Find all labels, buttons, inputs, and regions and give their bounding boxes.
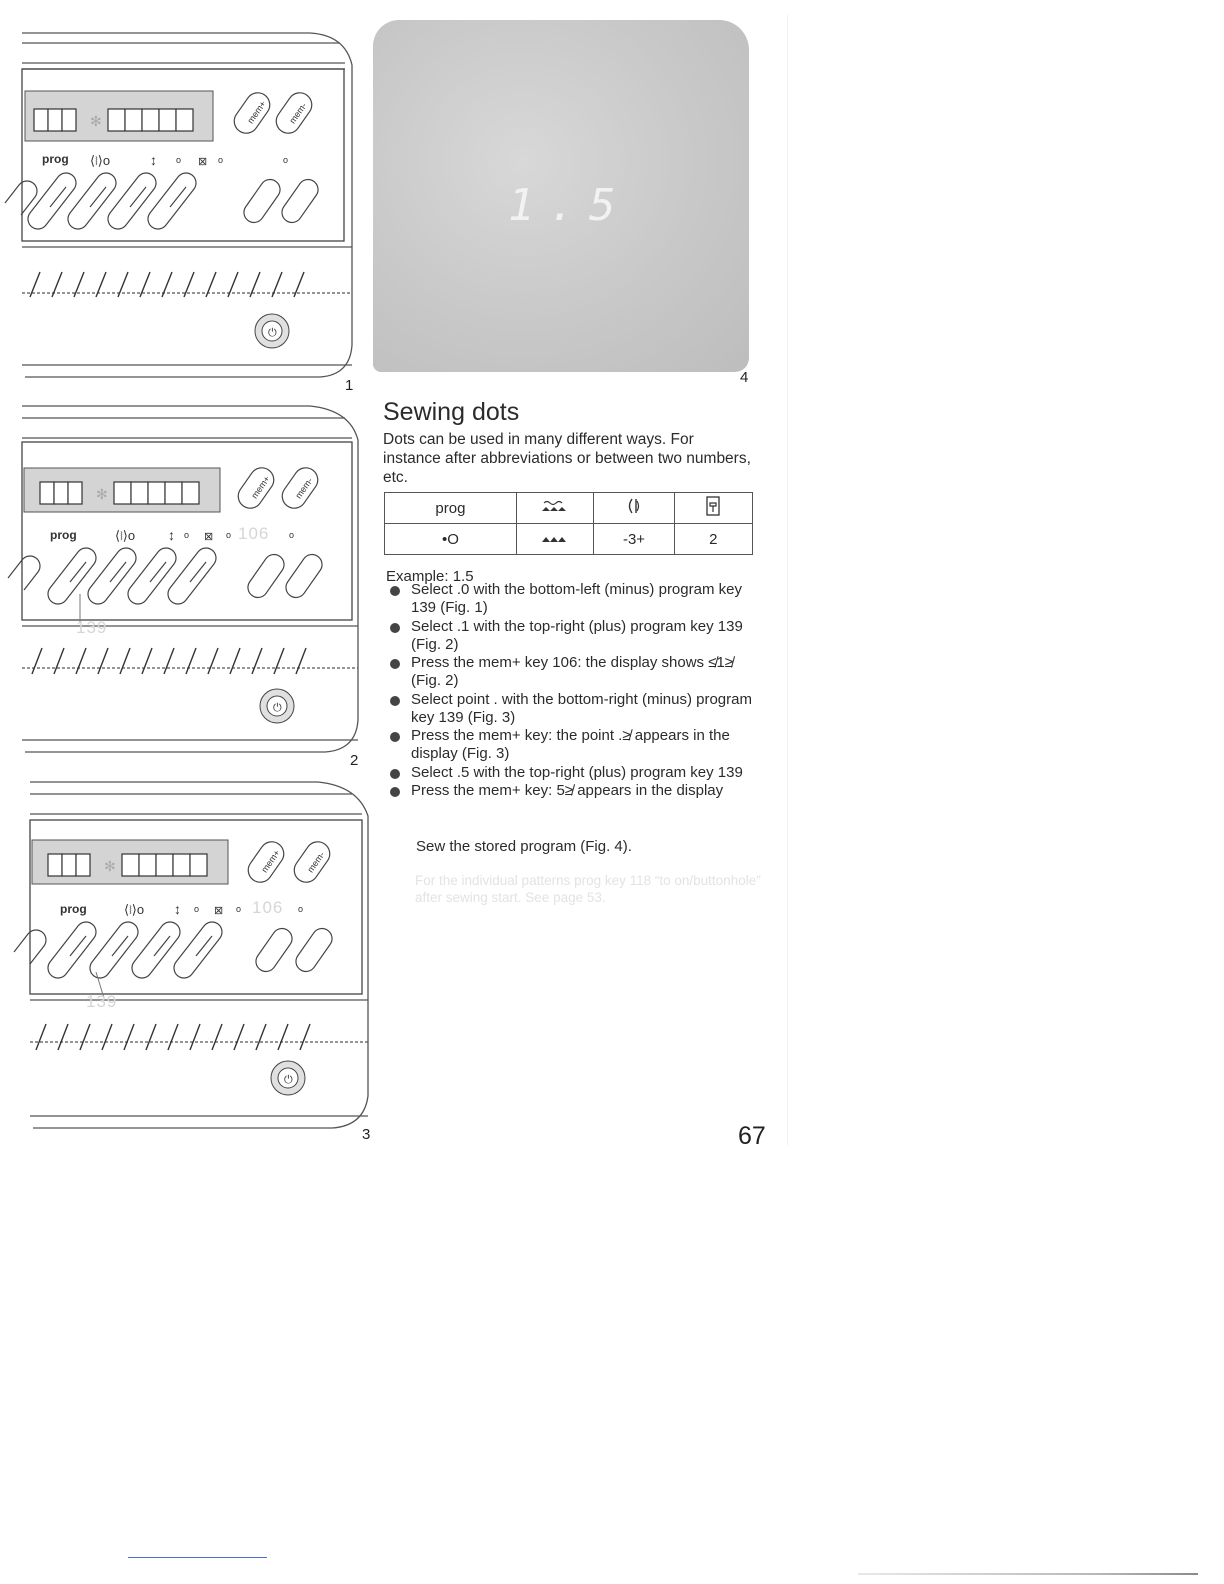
- bullet-icon: [390, 696, 400, 706]
- instruction-list: [386, 581, 758, 801]
- step-text: Press the mem+ key: 5≱ appears in the display: [411, 782, 724, 799]
- step-text: Select .5 with the top-right (plus) program key 139: [411, 763, 743, 781]
- figure-2-machine-panel: [0, 400, 380, 769]
- bullet-icon: [390, 586, 400, 596]
- svg-text:⟨⧘⟩o: ⟨⧘⟩o: [90, 153, 111, 168]
- svg-text:✻: ✻: [104, 858, 116, 874]
- key-139-label: 139: [76, 618, 108, 637]
- svg-text:mem+: mem+: [245, 98, 268, 126]
- prog-label: prog: [42, 152, 69, 166]
- section-heading: Sewing dots: [383, 398, 520, 426]
- machine-panel-drawing: [0, 25, 380, 390]
- scan-edge-line: [787, 15, 788, 1145]
- settings-table: [384, 492, 753, 555]
- stitch-width-icon: [594, 493, 674, 524]
- svg-text:mem-: mem-: [293, 475, 315, 501]
- figure-number: 3: [362, 1126, 371, 1143]
- figure-number: 1: [345, 377, 354, 394]
- key-106-label: 106: [252, 898, 284, 917]
- figure-4-number: 4: [740, 369, 749, 386]
- list-item: [386, 727, 758, 763]
- key-139-label: 139: [86, 992, 118, 1011]
- svg-text:o: o: [218, 155, 224, 165]
- svg-text:mem-: mem-: [305, 849, 327, 875]
- list-item: [386, 654, 758, 690]
- stitch-pattern-icon: [516, 524, 594, 555]
- step-text: Select point . with the bottom-right (minus) program key 139 (Fig. 3): [411, 690, 752, 726]
- figure-3-machine-panel: [0, 776, 380, 1141]
- svg-text:⟨⧘⟩o: ⟨⧘⟩o: [124, 902, 145, 917]
- svg-text:↕: ↕: [150, 152, 157, 168]
- svg-text:mem+: mem+: [259, 847, 282, 875]
- bottom-link-underline: [128, 1557, 267, 1558]
- intro-paragraph: Dots can be used in many different ways. For instance after abbreviations or between two numbers, etc.: [383, 431, 751, 486]
- step-text: Press the mem+ key 106: the display shows ≰1≱ (Fig. 2): [411, 654, 734, 689]
- header-prog: prog: [385, 493, 517, 524]
- machine-panel-drawing: [0, 400, 380, 770]
- svg-text:⊠: ⊠: [214, 905, 224, 917]
- svg-text:⏻: ⏻: [284, 1074, 293, 1086]
- example-label: Example: 1.5: [386, 568, 474, 585]
- bullet-icon: [390, 769, 400, 779]
- svg-text:o: o: [289, 530, 295, 540]
- machine-panel-drawing: [0, 776, 380, 1146]
- svg-text:⟨⧘⟩o: ⟨⧘⟩o: [115, 528, 136, 543]
- svg-text:o: o: [298, 904, 304, 914]
- svg-text:↕: ↕: [174, 901, 181, 917]
- svg-text:✻: ✻: [96, 486, 108, 502]
- list-item: [386, 764, 758, 782]
- final-instruction: Sew the stored program (Fig. 4).: [416, 838, 632, 855]
- bullet-icon: [390, 659, 400, 669]
- list-item: [386, 782, 758, 800]
- svg-text:⊠: ⊠: [204, 531, 214, 543]
- svg-text:o: o: [176, 155, 182, 165]
- svg-text:⊠: ⊠: [198, 156, 208, 168]
- table-row: [385, 493, 753, 524]
- key-106-label: 106: [238, 524, 270, 543]
- step-text: Select .1 with the top-right (plus) program key 139 (Fig. 2): [411, 617, 743, 653]
- bottom-rule: [858, 1573, 1198, 1575]
- list-item: [386, 581, 758, 617]
- stitch-pattern-icon: [516, 493, 594, 524]
- svg-text:o: o: [194, 904, 200, 914]
- step-text: Select .0 with the bottom-left (minus) program key 139 (Fig. 1): [411, 581, 742, 616]
- svg-text:mem-: mem-: [287, 100, 309, 126]
- svg-text:⏻: ⏻: [268, 327, 277, 339]
- svg-text:o: o: [283, 155, 289, 165]
- cell-foot-value: 2: [674, 524, 752, 555]
- list-item: [386, 691, 758, 727]
- svg-text:✻: ✻: [90, 113, 102, 129]
- faint-note: For the individual patterns prog key 118 “to on/buttonhole” after sewing start. See page 53.: [415, 873, 761, 905]
- figure-4-display-photo: [373, 20, 749, 372]
- bullet-icon: [390, 623, 400, 633]
- cell-prog-value: •O: [385, 524, 517, 555]
- photo-display-value: 1.5: [508, 180, 630, 231]
- svg-text:⏻: ⏻: [273, 702, 282, 714]
- svg-text:↕: ↕: [168, 527, 175, 543]
- list-item: [386, 618, 758, 654]
- bullet-icon: [390, 787, 400, 797]
- presser-foot-icon: [674, 493, 752, 524]
- figure-number: 2: [350, 752, 359, 769]
- page-number: 67: [738, 1122, 766, 1150]
- prog-label: prog: [60, 902, 87, 916]
- figure-1-machine-panel: [0, 25, 380, 394]
- bullet-icon: [390, 732, 400, 742]
- table-row: [385, 524, 753, 555]
- prog-label: prog: [50, 528, 77, 542]
- svg-text:o: o: [236, 904, 242, 914]
- svg-text:o: o: [184, 530, 190, 540]
- svg-text:mem+: mem+: [249, 473, 272, 501]
- step-text: Press the mem+ key: the point .≱ appears in the display (Fig. 3): [411, 727, 730, 762]
- cell-width-value: -3+: [594, 524, 674, 555]
- svg-text:o: o: [226, 530, 232, 540]
